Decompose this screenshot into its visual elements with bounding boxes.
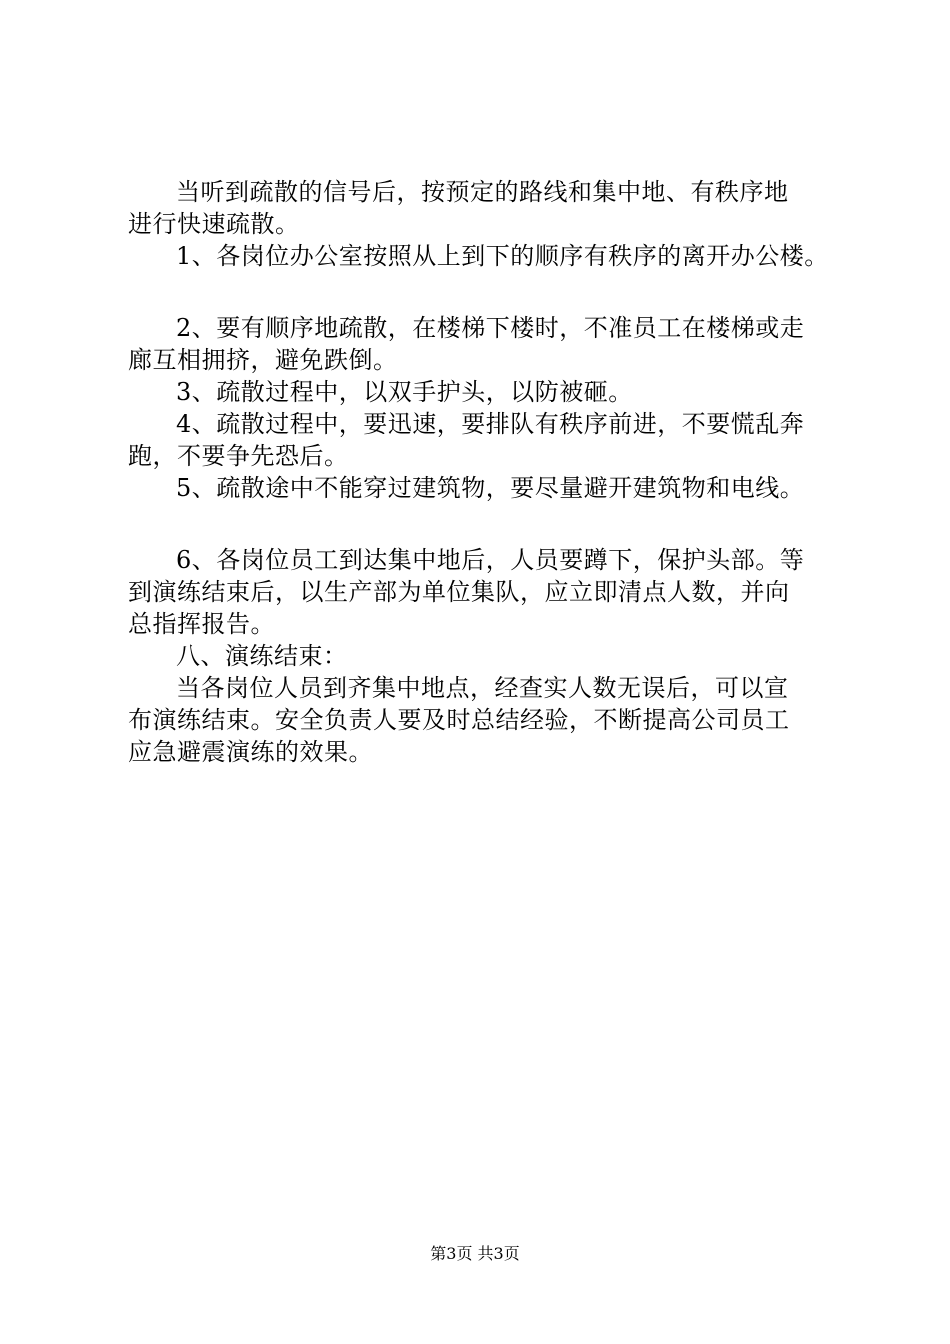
paragraph-drill-end-line-2: 布演练结束。安全负责人要及时总结经验，不断提高公司员工 <box>128 706 790 734</box>
paragraph-drill-end-line-1: 当各岗位人员到齐集中地点，经查实人数无误后，可以宣 <box>176 674 789 702</box>
paragraph-item-6-line-3: 总指挥报告。 <box>128 610 275 638</box>
paragraph-item-2-line-1: 2、要有顺序地疏散，在楼梯下楼时，不准员工在楼梯或走 <box>176 314 805 342</box>
paragraph-item-6-line-2: 到演练结束后，以生产部为单位集队，应立即清点人数，并向 <box>128 578 790 606</box>
document-body <box>128 176 840 768</box>
paragraph-item-4-line-2: 跑，不要争先恐后。 <box>128 442 349 470</box>
paragraph-item-2-line-2: 廊互相拥挤，避免跌倒。 <box>128 346 398 374</box>
paragraph-item-5-line-1: 5、疏散途中不能穿过建筑物，要尽量避开建筑物和电线。 <box>176 474 805 502</box>
paragraph-evacuation-intro-line-2: 进行快速疏散。 <box>128 210 300 238</box>
page-number-footer: 第3页 共3页 <box>430 1244 520 1263</box>
paragraph-evacuation-intro-line-1: 当听到疏散的信号后，按预定的路线和集中地、有秩序地 <box>176 178 789 206</box>
paragraph-item-3-line-1: 3、疏散过程中，以双手护头，以防被砸。 <box>176 378 633 406</box>
paragraph-item-6-line-1: 6、各岗位员工到达集中地后，人员要蹲下，保护头部。等 <box>176 546 805 574</box>
section-heading-drill-end: 八、演练结束： <box>176 642 348 670</box>
paragraph-item-1-line-1: 1、各岗位办公室按照从上到下的顺序有秩序的离开办公楼。 <box>176 242 829 270</box>
paragraph-drill-end-line-3: 应急避震演练的效果。 <box>128 738 373 766</box>
paragraph-item-4-line-1: 4、疏散过程中，要迅速，要排队有秩序前进，不要慌乱奔 <box>176 410 805 438</box>
paragraph-gap <box>128 504 840 544</box>
paragraph-gap <box>128 272 840 312</box>
